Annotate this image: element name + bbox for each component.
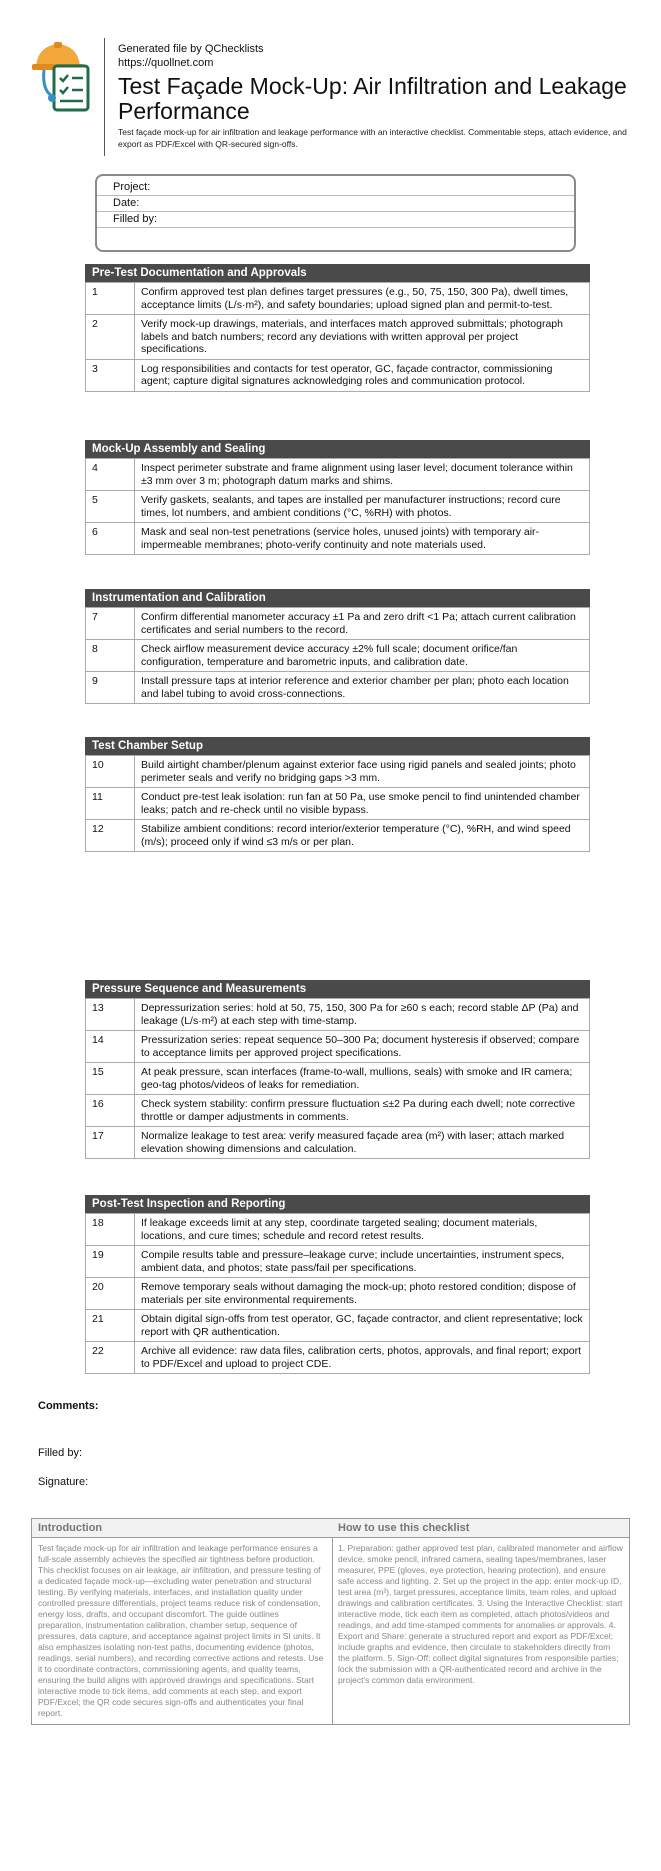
step-text: Compile results table and pressure–leakage curve; include uncertainties, instrument specs, ambient data, and photos; state pass/fail per specifications. xyxy=(135,1246,590,1278)
section-heading: Mock-Up Assembly and Sealing xyxy=(85,440,590,458)
section-table xyxy=(85,998,590,1159)
step-number: 2 xyxy=(86,315,135,360)
table-row[interactable] xyxy=(86,359,590,391)
table-row[interactable] xyxy=(86,283,590,315)
step-text: Normalize leakage to test area: verify measured façade area (m²) with laser; attach marked elevation showing dimensions and calculation. xyxy=(135,1127,590,1159)
table-row[interactable] xyxy=(86,491,590,523)
step-text: Mask and seal non-test penetrations (service holes, unused joints) with temporary air-impermeable membranes; photo-verify continuity and note materials used. xyxy=(135,523,590,555)
step-number: 12 xyxy=(86,820,135,852)
step-text: Log responsibilities and contacts for test operator, GC, façade contractor, commissioning agent; capture digital signatures acknowledging roles and communication protocol. xyxy=(135,359,590,391)
step-text: Inspect perimeter substrate and frame alignment using laser level; document tolerance within ±3 mm over 3 m; photograph datum marks and shims. xyxy=(135,459,590,491)
project-field[interactable]: Project: xyxy=(97,180,574,196)
section-table xyxy=(85,755,590,852)
filled-by-field[interactable]: Filled by: xyxy=(97,212,574,228)
checklist-section xyxy=(85,589,590,704)
section-table xyxy=(85,1213,590,1374)
generated-by-text: Generated file by QChecklists xyxy=(118,43,264,55)
table-row[interactable] xyxy=(86,640,590,672)
step-number: 15 xyxy=(86,1063,135,1095)
table-row[interactable] xyxy=(86,1214,590,1246)
step-text: Verify mock-up drawings, materials, and interfaces match approved submittals; photograph labels and batch numbers; record any deviations with written approval per project specifications. xyxy=(135,315,590,360)
step-text: Check airflow measurement device accuracy ±2% full scale; document orifice/fan configuration, temperature and barometric inputs, and calibration date. xyxy=(135,640,590,672)
step-text: Check system stability: confirm pressure fluctuation ≤±2 Pa during each dwell; note corrective throttle or damper adjustments in comments. xyxy=(135,1095,590,1127)
section-table xyxy=(85,282,590,392)
introduction-column xyxy=(32,1519,333,1724)
page-title: Test Façade Mock-Up: Air Infiltration and Leakage Performance xyxy=(118,73,627,124)
step-text: Install pressure taps at interior reference and exterior chamber per plan; photo each location and label tubing to avoid cross-connections. xyxy=(135,672,590,704)
filled-by-label: Filled by: xyxy=(38,1447,83,1459)
step-number: 4 xyxy=(86,459,135,491)
step-text: Obtain digital sign-offs from test operator, GC, façade contractor, and client representative; lock report with QR authentication. xyxy=(135,1310,590,1342)
table-row[interactable] xyxy=(86,820,590,852)
guide-box xyxy=(31,1518,630,1725)
step-number: 22 xyxy=(86,1342,135,1374)
introduction-heading: Introduction xyxy=(32,1519,332,1538)
table-row[interactable] xyxy=(86,672,590,704)
step-number: 17 xyxy=(86,1127,135,1159)
step-number: 19 xyxy=(86,1246,135,1278)
step-text: Confirm differential manometer accuracy ±1 Pa and zero drift <1 Pa; attach current calibration certificates and serial numbers to the record. xyxy=(135,608,590,640)
table-row[interactable] xyxy=(86,1246,590,1278)
signature-label: Signature: xyxy=(38,1476,89,1488)
step-text: At peak pressure, scan interfaces (frame-to-wall, mullions, seals) with smoke and IR camera; geo-tag photos/videos of leaks for remediation. xyxy=(135,1063,590,1095)
step-number: 9 xyxy=(86,672,135,704)
step-number: 10 xyxy=(86,756,135,788)
checklist-section xyxy=(85,440,590,555)
checklist-section xyxy=(85,980,590,1159)
table-row[interactable] xyxy=(86,1127,590,1159)
section-heading: Pre-Test Documentation and Approvals xyxy=(85,264,590,282)
table-row[interactable] xyxy=(86,459,590,491)
step-text: Conduct pre-test leak isolation: run fan at 50 Pa, use smoke pencil to find unintended chamber leaks; patch and re-check until no visible bypass. xyxy=(135,788,590,820)
table-row[interactable] xyxy=(86,1310,590,1342)
step-number: 11 xyxy=(86,788,135,820)
step-number: 6 xyxy=(86,523,135,555)
section-heading: Post-Test Inspection and Reporting xyxy=(85,1195,590,1213)
step-text: Build airtight chamber/plenum against exterior face using rigid panels and sealed joints; photo perimeter seals and verify no bridging gaps >3 mm. xyxy=(135,756,590,788)
checklist-helmet-logo-icon xyxy=(30,38,106,116)
date-field[interactable]: Date: xyxy=(97,196,574,212)
table-row[interactable] xyxy=(86,999,590,1031)
step-text: Stabilize ambient conditions: record interior/exterior temperature (°C), %RH, and wind speed (m/s); proceed only if wind ≤3 m/s or per plan. xyxy=(135,820,590,852)
checklist-section xyxy=(85,737,590,852)
section-table xyxy=(85,607,590,704)
step-text: Pressurization series: repeat sequence 50–300 Pa; document hysteresis if observed; compare to acceptance limits per approved project specifications. xyxy=(135,1031,590,1063)
step-text: Archive all evidence: raw data files, calibration certs, photos, approvals, and final report; export to PDF/Excel and upload to project CDE. xyxy=(135,1342,590,1374)
step-number: 7 xyxy=(86,608,135,640)
step-number: 5 xyxy=(86,491,135,523)
document-header xyxy=(30,38,640,156)
step-number: 8 xyxy=(86,640,135,672)
section-heading: Test Chamber Setup xyxy=(85,737,590,755)
section-table xyxy=(85,458,590,555)
page-description: Test façade mock-up for air infiltration and leakage performance with an interactive checklist. Commentable steps, attach evidence, and export as PDF/Excel with QR-secured sign-offs. xyxy=(118,127,627,149)
table-row[interactable] xyxy=(86,608,590,640)
section-heading: Pressure Sequence and Measurements xyxy=(85,980,590,998)
table-row[interactable] xyxy=(86,1278,590,1310)
step-text: Verify gaskets, sealants, and tapes are installed per manufacturer instructions; record cure times, lot numbers, and ambient conditions (°C, %RH) with photos. xyxy=(135,491,590,523)
how-to-column xyxy=(332,1519,629,1724)
step-text: Depressurization series: hold at 50, 75, 150, 300 Pa for ≥60 s each; record stable ΔP (Pa) and leakage (L/s·m²) at each step with time-stamp. xyxy=(135,999,590,1031)
table-row[interactable] xyxy=(86,315,590,360)
table-row[interactable] xyxy=(86,1063,590,1095)
step-number: 18 xyxy=(86,1214,135,1246)
step-number: 1 xyxy=(86,283,135,315)
comments-label: Comments: xyxy=(38,1400,99,1412)
table-row[interactable] xyxy=(86,788,590,820)
how-to-text: 1. Preparation: gather approved test plan, calibrated manometer and airflow device, smoke pencil, infrared camera, sealing tapes/membranes, laser measurer, PPE (gloves, eye protection, hearing protection), and ensure safe access and lighting. 2. Set up the project in the app: enter mock-up ID, test area (m²), target pressures, acceptance limits, team roles, and upload drawings and calibration certificates. 3. Using the Interactive Checklist: start interactive mode, tick each item as completed, attach photos/videos and readings, and add time-stamped comments for anomalies or approvals. 4. Export and Share: generate a structured report and export as PDF/Excel; include graphs and evidence, then circulate to stakeholders directly from the platform. 5. Sign-Off: collect digital signatures from responsible parties; lock the submission with a QR-authenticated record and archive in the project's common data environment. xyxy=(338,1543,623,1685)
source-url[interactable]: https://quollnet.com xyxy=(118,57,214,69)
step-number: 14 xyxy=(86,1031,135,1063)
checklist-section xyxy=(85,264,590,392)
table-row[interactable] xyxy=(86,523,590,555)
table-row[interactable] xyxy=(86,756,590,788)
introduction-text: Test façade mock-up for air infiltration and leakage performance ensures a full-scale assembly achieves the specified air tightness before production. This checklist focuses on air leakage, air infiltration, and pressure testing of a dedicated façade mock-up—excluding water penetration and structural testing. By verifying materials, interfaces, and installation quality under controlled pressure differentials, project teams reduce risk of condensation, energy loss, drafts, and occupant discomfort. The guide outlines preparation, instrumentation calibration, chamber setup, sequence of pressures, data capture, and acceptance against project limits in SI units. It also emphasizes isolating non-test paths, documenting evidence (photos, readings, serial numbers), and recording corrective actions and retests. Use it to coordinate contractors, commissioning agents, and quality teams, ensuring the build aligns with approved drawings and specifications. Start interactive mode to tick items, add comments at each step, and export PDF/Excel; the QR code secures sign-offs and authenticates your final report. xyxy=(38,1543,324,1718)
step-text: Remove temporary seals without damaging the mock-up; photo restored condition; dispose of materials per site environmental requirements. xyxy=(135,1278,590,1310)
step-text: Confirm approved test plan defines target pressures (e.g., 50, 75, 150, 300 Pa), dwell times, acceptance limits (L/s·m²), and safety boundaries; upload signed plan and permit-to-test. xyxy=(135,283,590,315)
table-row[interactable] xyxy=(86,1095,590,1127)
table-row[interactable] xyxy=(86,1342,590,1374)
step-text: If leakage exceeds limit at any step, coordinate targeted sealing; document materials, locations, and cure times; schedule and record retest results. xyxy=(135,1214,590,1246)
checklist-section xyxy=(85,1195,590,1374)
project-info-box xyxy=(95,174,576,252)
step-number: 3 xyxy=(86,359,135,391)
how-to-heading: How to use this checklist xyxy=(332,1519,629,1538)
step-number: 13 xyxy=(86,999,135,1031)
section-heading: Instrumentation and Calibration xyxy=(85,589,590,607)
table-row[interactable] xyxy=(86,1031,590,1063)
step-number: 16 xyxy=(86,1095,135,1127)
step-number: 20 xyxy=(86,1278,135,1310)
header-divider xyxy=(104,38,105,156)
step-number: 21 xyxy=(86,1310,135,1342)
